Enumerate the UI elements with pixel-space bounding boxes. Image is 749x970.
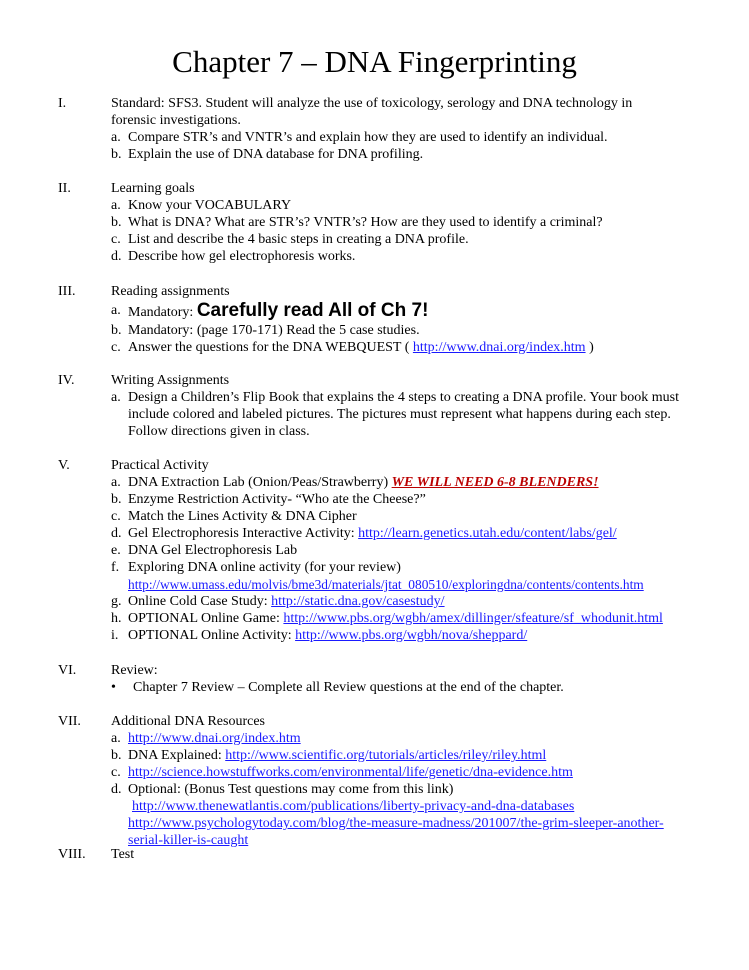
section-number: VII. xyxy=(58,714,81,729)
psychologytoday-link[interactable]: http://www.psychologytoday.com/blog/the-measure-madness/201007/the-grim-sleeper-another- xyxy=(128,816,664,831)
list-item: a. DNA Extraction Lab (Onion/Peas/Strawberry) WE WILL NEED 6-8 BLENDERS! xyxy=(111,475,599,490)
list-item-text: Enzyme Restriction Activity- “Who ate the Cheese?” xyxy=(128,492,426,507)
cold-case-link[interactable]: http://static.dna.gov/casestudy/ xyxy=(271,594,445,609)
list-item-text: Answer the questions for the DNA WEBQUEST ( xyxy=(128,340,413,355)
list-item-text: ) xyxy=(585,340,594,355)
list-item: a. Design a Children’s Flip Book that explains the 4 steps to creating a DNA profile. Your book must include colored and labeled pictures. The pictures must represent what happens during each step. Follow directions given in class. xyxy=(111,389,711,440)
section-heading: Reading assignments xyxy=(111,284,230,299)
list-item-cont xyxy=(111,815,711,832)
section-number: II. xyxy=(58,181,71,196)
section-number: I. xyxy=(58,96,67,111)
section-heading: Test xyxy=(111,847,135,862)
list-item-text: Match the Lines Activity & DNA Cipher xyxy=(128,509,357,524)
list-item: h. OPTIONAL Online Game: http://www.pbs.org/wgbh/amex/dillinger/sfeature/sf_whodunit.html xyxy=(111,611,663,626)
webquest-link[interactable]: http://www.dnai.org/index.htm xyxy=(412,340,586,355)
list-item: e. DNA Gel Electrophoresis Lab xyxy=(111,543,298,558)
section-body xyxy=(111,713,711,849)
section-body xyxy=(111,372,711,440)
list-item: d. Describe how gel electrophoresis works. xyxy=(111,249,356,264)
list-item: c. List and describe the 4 basic steps in creating a DNA profile. xyxy=(111,232,469,247)
section-body xyxy=(111,662,711,696)
section-heading: Additional DNA Resources xyxy=(111,714,265,729)
list-item: b. DNA Explained: http://www.scientific.org/tutorials/articles/riley/riley.html xyxy=(111,748,547,763)
section-heading: Standard: SFS3. Student will analyze the use of toxicology, serology and DNA technology in xyxy=(111,96,633,111)
list-item-text: Mandatory: xyxy=(128,305,197,320)
section-body xyxy=(111,283,711,356)
list-item-text: Describe how gel electrophoresis works. xyxy=(128,249,356,264)
online-game-link[interactable]: http://www.pbs.org/wgbh/amex/dillinger/sfeature/sf_whodunit.html xyxy=(283,611,663,626)
section-heading-cont: forensic investigations. xyxy=(111,113,241,128)
list-item-text: DNA Gel Electrophoresis Lab xyxy=(128,543,298,558)
dnai-link[interactable]: http://www.dnai.org/index.htm xyxy=(128,731,301,746)
section-heading: Writing Assignments xyxy=(111,373,230,388)
section-heading: Practical Activity xyxy=(111,458,209,473)
bullet-item xyxy=(111,679,711,696)
emphasis-text: WE WILL NEED 6-8 BLENDERS! xyxy=(391,475,599,490)
list-item-text: What is DNA? What are STR’s? VNTR’s? How are they used to identify a criminal? xyxy=(128,215,603,230)
newatlantis-link[interactable]: http://www.thenewatlantis.com/publications/liberty-privacy-and-dna-databases xyxy=(132,799,575,814)
bullet-icon: • xyxy=(111,680,116,695)
list-item: c. Match the Lines Activity & DNA Cipher xyxy=(111,509,357,524)
page-title: Chapter 7 – DNA Fingerprinting xyxy=(172,44,577,79)
section-heading: Review: xyxy=(111,663,158,678)
dna-explained-link[interactable]: http://www.scientific.org/tutorials/articles/riley/riley.html xyxy=(225,748,547,763)
list-item-text: Online Cold Case Study: xyxy=(128,594,272,609)
section-number: VIII. xyxy=(58,847,86,862)
list-item: a. Know your VOCABULARY xyxy=(111,198,292,213)
list-item-text: DNA Explained: xyxy=(128,748,226,763)
list-item: a. Mandatory: Carefully read All of Ch 7! xyxy=(111,300,429,321)
list-item: b. What is DNA? What are STR’s? VNTR’s? How are they used to identify a criminal? xyxy=(111,215,603,230)
list-item-text: Gel Electrophoresis Interactive Activity: xyxy=(128,526,359,541)
list-item-text: Explain the use of DNA database for DNA profiling. xyxy=(128,147,424,162)
list-item: d. Gel Electrophoresis Interactive Activity: http://learn.genetics.utah.edu/content/labs/gel/ xyxy=(111,526,617,541)
list-item-text: Design a Children’s Flip Book that explains the 4 steps to creating a DNA profile. Your book must include colored and labeled pictures. The pictures must represent what happens during each step. Follow directions given in class. xyxy=(128,390,680,439)
list-item: d. Optional: (Bonus Test questions may come from this link) xyxy=(111,782,454,797)
howstuffworks-link[interactable]: http://science.howstuffworks.com/environmental/life/genetic/dna-evidence.htm xyxy=(128,765,573,780)
section-number: V. xyxy=(58,458,70,473)
list-item-text: Chapter 7 Review – Complete all Review questions at the end of the chapter. xyxy=(133,680,564,695)
list-item-text: Compare STR’s and VNTR’s and explain how they are used to identify an individual. xyxy=(128,130,608,145)
section-number: IV. xyxy=(58,373,75,388)
section-heading: Learning goals xyxy=(111,181,195,196)
list-item-cont xyxy=(111,798,711,815)
list-item: i. OPTIONAL Online Activity: http://www.pbs.org/wgbh/nova/sheppard/ xyxy=(111,628,528,643)
exploring-dna-link[interactable]: http://www.umass.edu/molvis/bme3d/materials/jtat_080510/exploringdna/contents/contents.htm xyxy=(128,577,644,592)
list-item-text: Exploring DNA online activity (for your review) xyxy=(128,560,401,575)
list-item-text: Mandatory: (page 170-171) Read the 5 case studies. xyxy=(128,323,420,338)
list-item: b. Enzyme Restriction Activity- “Who ate the Cheese?” xyxy=(111,492,426,507)
list-item: c. http://science.howstuffworks.com/environmental/life/genetic/dna-evidence.htm xyxy=(111,765,573,780)
list-item: a. Compare STR’s and VNTR’s and explain how they are used to identify an individual. xyxy=(111,130,608,145)
list-item-text: OPTIONAL Online Game: xyxy=(128,611,284,626)
section-number: VI. xyxy=(58,663,77,678)
psychologytoday-link-cont[interactable]: serial-killer-is-caught xyxy=(128,833,249,848)
list-item: a. http://www.dnai.org/index.htm xyxy=(111,731,301,746)
section-body xyxy=(111,457,711,644)
online-activity-link[interactable]: http://www.pbs.org/wgbh/nova/sheppard/ xyxy=(295,628,528,643)
gel-interactive-link[interactable]: http://learn.genetics.utah.edu/content/labs/gel/ xyxy=(358,526,617,541)
list-item-text: OPTIONAL Online Activity: xyxy=(128,628,296,643)
list-item: c. Answer the questions for the DNA WEBQUEST ( http://www.dnai.org/index.htm ) xyxy=(111,340,594,355)
list-item-text: List and describe the 4 basic steps in creating a DNA profile. xyxy=(128,232,469,247)
section-body xyxy=(111,846,711,863)
list-item-text: Know your VOCABULARY xyxy=(128,198,292,213)
list-item: g. Online Cold Case Study: http://static.dna.gov/casestudy/ xyxy=(111,594,445,609)
emphasis-text: Carefully read All of Ch 7! xyxy=(196,300,429,321)
section-body xyxy=(111,95,711,163)
list-item-cont xyxy=(111,576,711,593)
section-number: III. xyxy=(58,284,76,299)
list-item: f. Exploring DNA online activity (for your review) xyxy=(111,560,401,575)
list-item: b. Mandatory: (page 170-171) Read the 5 case studies. xyxy=(111,323,420,338)
list-item: b. Explain the use of DNA database for DNA profiling. xyxy=(111,147,424,162)
section-body xyxy=(111,180,711,265)
list-item-text: Optional: (Bonus Test questions may come from this link) xyxy=(128,782,454,797)
list-item-text: DNA Extraction Lab (Onion/Peas/Strawberry) xyxy=(128,475,392,490)
